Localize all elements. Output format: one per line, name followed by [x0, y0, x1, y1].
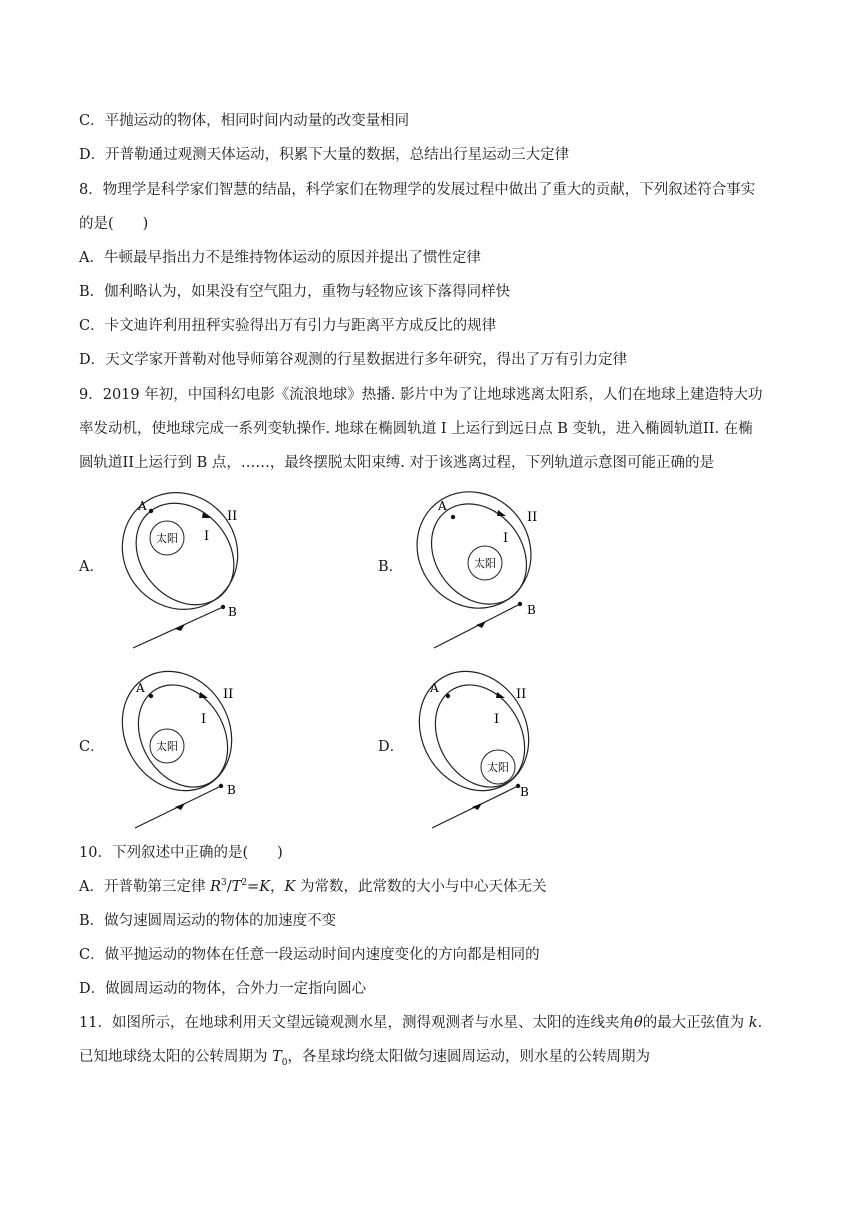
orbit-2-label: II: [516, 687, 527, 702]
orbit-1-label: I: [503, 531, 509, 546]
orbit-figure-d: [412, 668, 552, 833]
orbit-2-label: II: [527, 510, 538, 525]
option-c-q8: C．卡文迪许利用扭秤实验得出万有引力与距离平方成反比的规律: [79, 318, 497, 334]
option-d-q8: D．天文学家开普勒对他导师第谷观测的行星数据进行多年研究，得出了万有引力定律: [79, 352, 628, 368]
figure-c-label: C．: [79, 739, 105, 755]
option-a-q8: A．牛顿最早指出力不是维持物体运动的原因并提出了惯性定律: [79, 250, 481, 266]
option-b-q10: B．做匀速圆周运动的物体的加速度不变: [79, 913, 337, 929]
question-9-stem-cont2: 圆轨道II上运行到 B 点，……，最终摆脱太阳束缚. 对于该逃离过程，下列轨道示意图可能正确的是: [79, 455, 715, 471]
point-a-label: A: [138, 499, 147, 513]
orbit-1-label: I: [201, 712, 207, 727]
point-b-label: B: [228, 605, 237, 619]
option-c-q7: C．平抛运动的物体，相同时间内动量的改变量相同: [79, 113, 410, 129]
option-d-q7: D．开普勒通过观测天体运动，积累下大量的数据，总结出行星运动三大定律: [79, 147, 570, 163]
question-11-stem: 11．如图所示，在地球利用天文望远镜观测水星，测得观测者与水星、太阳的连线夹角θ的最大正弦值为 k.: [79, 1015, 763, 1031]
figure-b-label: B．: [378, 559, 404, 575]
orbit-figure-a: [115, 488, 255, 653]
orbit-1-label: I: [494, 712, 500, 727]
orbit-figure-b: [412, 488, 552, 653]
figure-a-label: A．: [79, 559, 104, 575]
question-11-stem-cont: 已知地球绕太阳的公转周期为 $T_0$，各星球均绕太阳做匀速圆周运动，则水星的公转周期为: [79, 1049, 651, 1068]
sun-label: 太阳: [156, 532, 178, 545]
question-9-stem-cont1: 率发动机，使地球完成一系列变轨操作. 地球在椭圆轨道 I 上运行到远日点 B 变轨，进入椭圆轨道II. 在椭: [79, 421, 753, 437]
orbit-2-label: II: [223, 687, 234, 702]
question-8-stem: 8．物理学是科学家们智慧的结晶，科学家们在物理学的发展过程中做出了重大的贡献，下列叙述符合事实: [79, 182, 756, 198]
point-b-label: B: [520, 785, 529, 799]
option-d-q10: D．做圆周运动的物体，合外力一定指向圆心: [79, 981, 367, 997]
option-c-q10: C．做平抛运动的物体在任意一段运动时间内速度变化的方向都是相同的: [79, 947, 540, 963]
orbit-figure-c: [115, 668, 255, 833]
option-a-q10: A．开普勒第三定律 $R^3/T^2=K$，K 为常数，此常数的大小与中心天体无关: [79, 878, 547, 895]
question-10-stem: 10．下列叙述中正确的是( ): [79, 845, 283, 861]
question-8-stem-cont: 的是( ): [79, 216, 149, 232]
point-b-label: B: [227, 783, 236, 797]
orbit-1-label: I: [204, 529, 210, 544]
point-a-label: A: [430, 681, 439, 695]
sun-label: 太阳: [474, 557, 496, 570]
point-a-label: A: [136, 681, 145, 695]
point-a-label: A: [438, 499, 447, 513]
figure-d-label: D．: [378, 739, 405, 755]
sun-label: 太阳: [487, 761, 509, 774]
question-9-stem: 9．2019 年初，中国科幻电影《流浪地球》热播. 影片中为了让地球逃离太阳系，人们在地球上建造特大功: [79, 387, 763, 403]
point-b-label: B: [527, 603, 536, 617]
sun-label: 太阳: [156, 740, 178, 753]
option-b-q8: B．伽利略认为，如果没有空气阻力，重物与轻物应该下落得同样快: [79, 284, 511, 300]
orbit-2-label: II: [227, 509, 238, 524]
